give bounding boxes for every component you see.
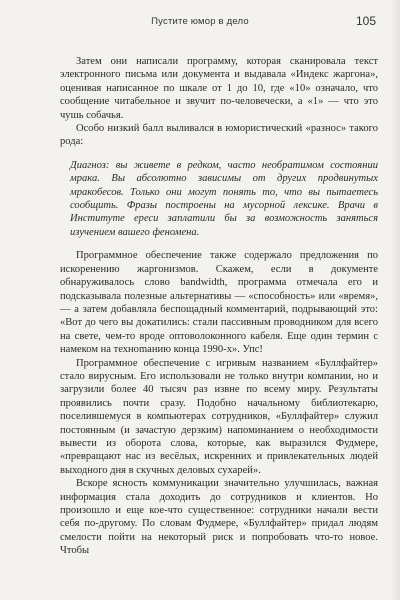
paragraph: Программное обеспечение с игривым названием «Буллфайтер» стало вирусным. Его использовали не только внутри компании, но и загрузили более 40 тысяч раз извне по всему миру. Результаты проявились почти сразу. Подобно начальному библиотекарю, поселившемуся в компьютерах сотрудников, «Буллфайтер» служил постоянным (и зачастую дерзким) напоминанием о необходимости вывести из оборота слова, которые, как выразился Фудмере, «превращают нас из весёлых, искренних и привлекательных людей выходного дня в скучных деловых сухарей». xyxy=(60,357,378,476)
paragraph: Затем они написали программу, которая сканировала текст электронного письма или документа и выдавала «Индекс жаргона», оценивая написанное по шкале от 1 до 10, где «10» означало, что сообщение читабельное и звучит по-человечески, а «1» — что это чушь собачья. xyxy=(60,56,378,121)
body-text xyxy=(60,55,378,558)
paragraph: Программное обеспечение также содержало предложения по искоренению жаргонизмов. Скажем, если в документе обнаруживалось слово bandwidth, программа отмечала его и подсказывала полезные альтернативы — «способность» или «время», — а затем добавляла беспощадный комментарий, подрывающий это: «Вот до чего вы докатились: стали пассивным проводником для всего на свете, чем-то вроде оптоволоконного кабеля. Еще один термин с намеком на технomанию конца 1990-х». Упс! xyxy=(60,250,378,356)
paragraph: Особо низкий балл выливался в юмористический «разнос» такого рода: xyxy=(60,123,378,148)
page-edge-shadow xyxy=(390,0,400,600)
page-header xyxy=(0,14,400,30)
page-number: 105 xyxy=(355,14,376,28)
quoted-diagnosis: Диагноз: вы живете в редком, часто необратимом состоянии мрака. Вы абсолютно зависимы от других продвинутых мракобесов. Только они могут понять то, что вы пытаетесь сообщить. Фразы построены на мусорной лексике. Врачи в Институте ереси заплатили бы за возможность заняться изучением вашего феномена. xyxy=(70,159,378,238)
running-title: Пустите юмор в дело xyxy=(151,16,249,27)
paragraph: Вскоре ясность коммуникации значительно улучшилась, важная информация стала доходить до сотрудников и клиентов. Но произошло и еще кое-что существенное: сотрудники начали вести себя по-другому. По словам Фудмере, «Буллфайтер» придал людям смелости пойти на некоторый риск и попробовать что-то новое. Чтобы xyxy=(60,478,378,557)
